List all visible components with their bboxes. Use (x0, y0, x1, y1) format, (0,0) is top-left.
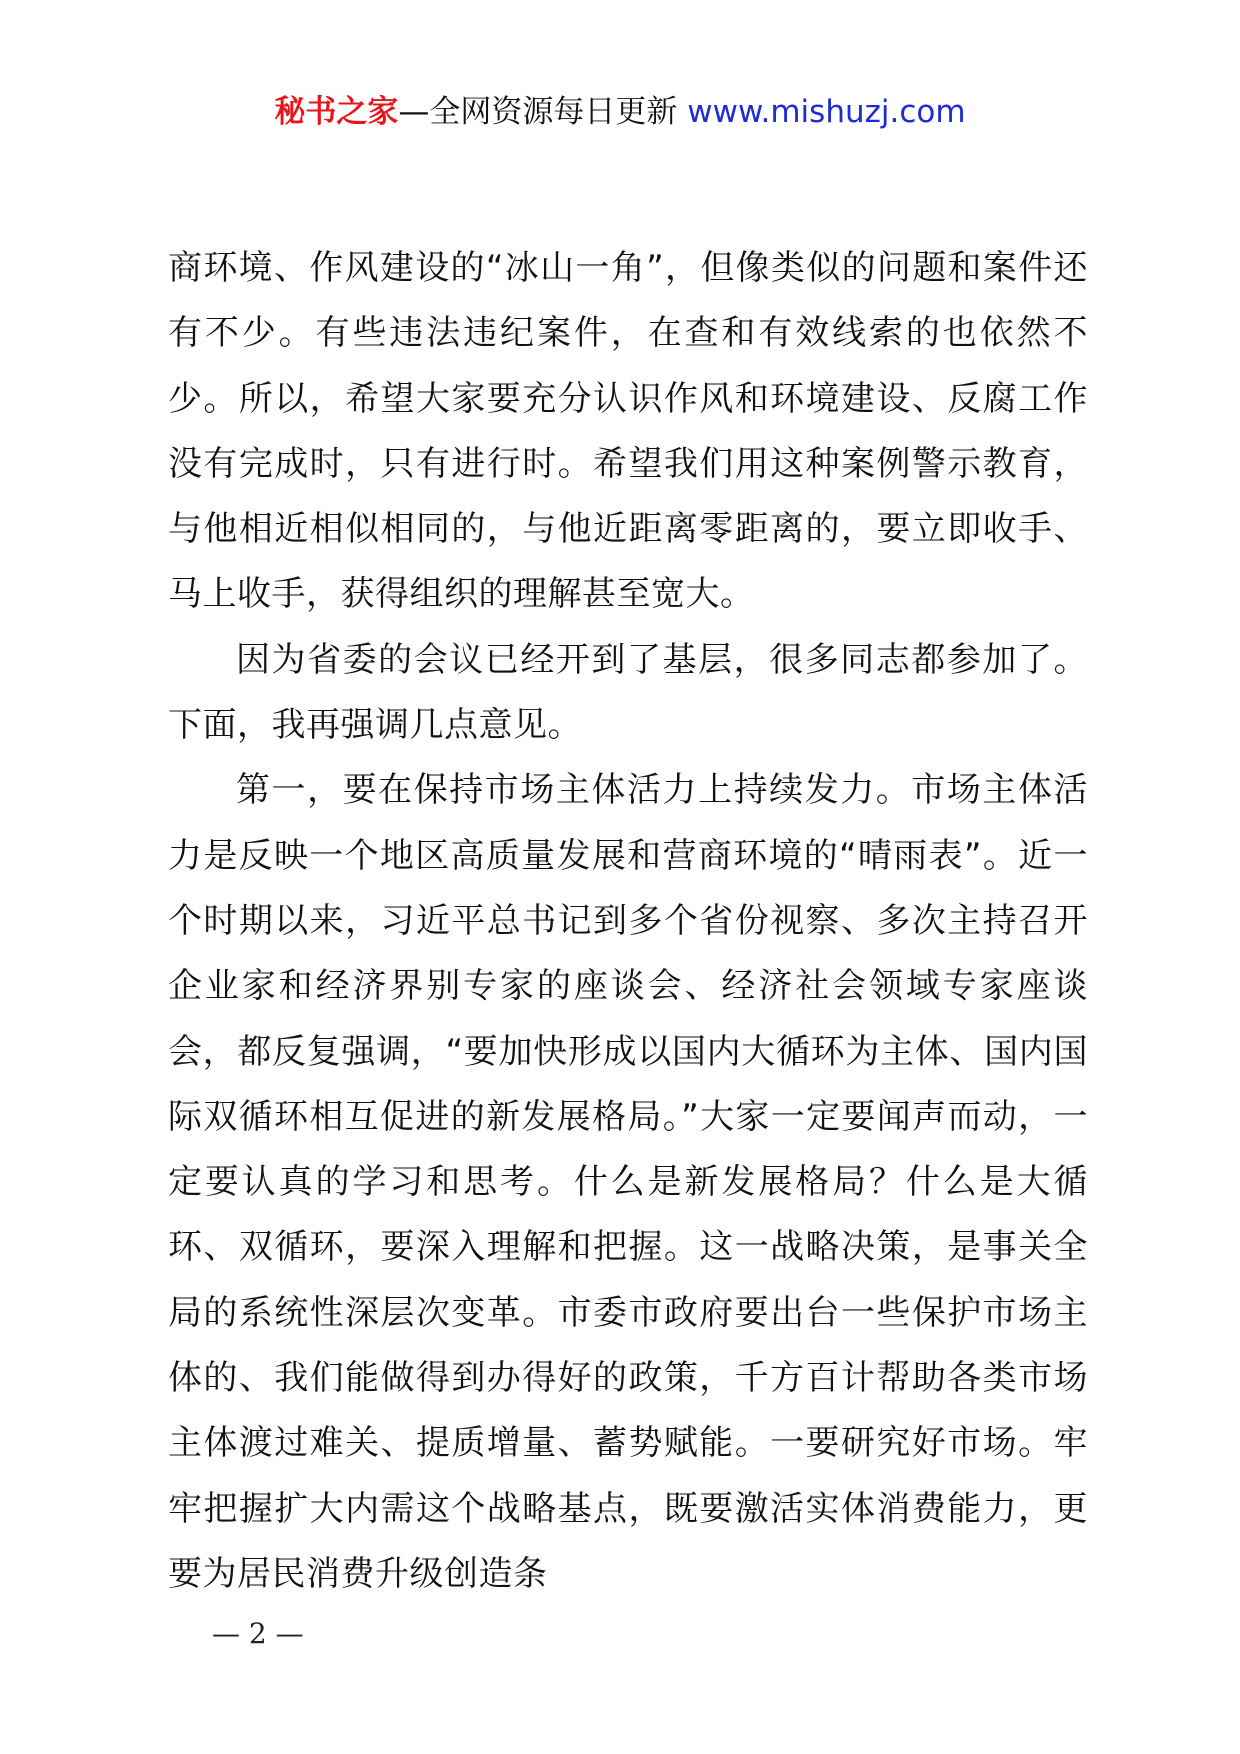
page-header (0, 92, 1240, 132)
paragraph-point-one: 第一，要在保持市场主体活力上持续发力。市场主体活力是反映一个地区高质量发展和营商环境的“晴雨表”。近一个时期以来，习近平总书记到多个省份视察、多次主持召开企业家和经济界别专家的座谈会、经济社会领域专家座谈会，都反复强调，“要加快形成以国内大循环为主体、国内国际双循环相互促进的新发展格局。”大家一定要闻声而动，一定要认真的学习和思考。什么是新发展格局？什么是大循环、双循环，要深入理解和把握。这一战略决策，是事关全局的系统性深层次变革。市委市政府要出台一些保护市场主体的、我们能做得到办得好的政策，千方百计帮助各类市场主体渡过难关、提质增量、蓄势赋能。一要研究好市场。牢牢把握扩大内需这个战略基点，既要激活实体消费能力，更要为居民消费升级创造条 (168, 770, 1088, 1594)
page-number: — 2 — (212, 1617, 304, 1650)
paragraph-continuation: 商环境、作风建设的“冰山一角”，但像类似的问题和案件还有不少。有些违法违纪案件，在查和有效线索的也依然不少。所以，希望大家要充分认识作风和环境建设、反腐工作没有完成时，只有进行时。希望我们用这种案例警示教育，与他相近相似相同的，与他近距离零距离的，要立即收手、马上收手，获得组织的理解甚至宽大。 (168, 248, 1088, 615)
paragraph-intro: 因为省委的会议已经开到了基层，很多同志都参加了。下面，我再强调几点意见。 (168, 639, 1088, 746)
website-link[interactable]: www.mishuzj.com (687, 94, 966, 130)
document-body (168, 236, 1088, 1607)
brand-name: 秘书之家 (274, 94, 399, 130)
header-tagline: —全网资源每日更新 (398, 94, 678, 130)
